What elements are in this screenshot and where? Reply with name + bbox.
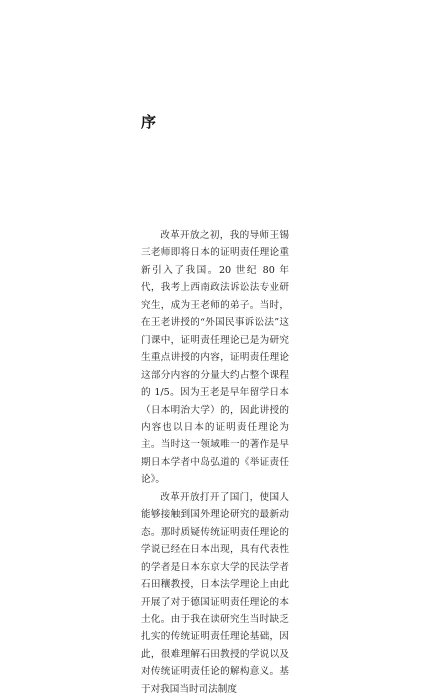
paragraph-2: 改革开放打开了国门，使国人能够接触到国外理论研究的最新动态。那时质疑传统证明责任理论的学说已经在日本出现，具有代表性的学者是日本东京大学的民法学者石田穰教授，日本法学理论上由此开展了对于德国证明责任理论的本土化。由于我在读研究生当时缺乏扎实的传统证明责任理论基础，因此，很难理解石田教授的学说以及对传统证明责任论的解构意义。基于对我国当时司法制度 (141, 491, 289, 695)
preface-body (141, 227, 289, 698)
paragraph-1: 改革开放之初，我的导师王锡三老师即将日本的证明责任理论重新引入了我国。20 世纪 80 年代，我考上西南政法诉讼法专业研究生，成为王老师的弟子。当时，在王老讲授的“外国民事诉讼法”这门课中，证明责任理论已是为研究生重点讲授的内容，证明责任理论这部分内容的分量大约占整个课程的 1/5。因为王老是早年留学日本（日本明治大学）的，因此讲授的内容也以日本的证明责任理论为主。当时这一领域唯一的著作是早期日本学者中岛弘道的《举证责任论》。 (141, 230, 289, 486)
preface-heading: 序 (141, 113, 157, 131)
